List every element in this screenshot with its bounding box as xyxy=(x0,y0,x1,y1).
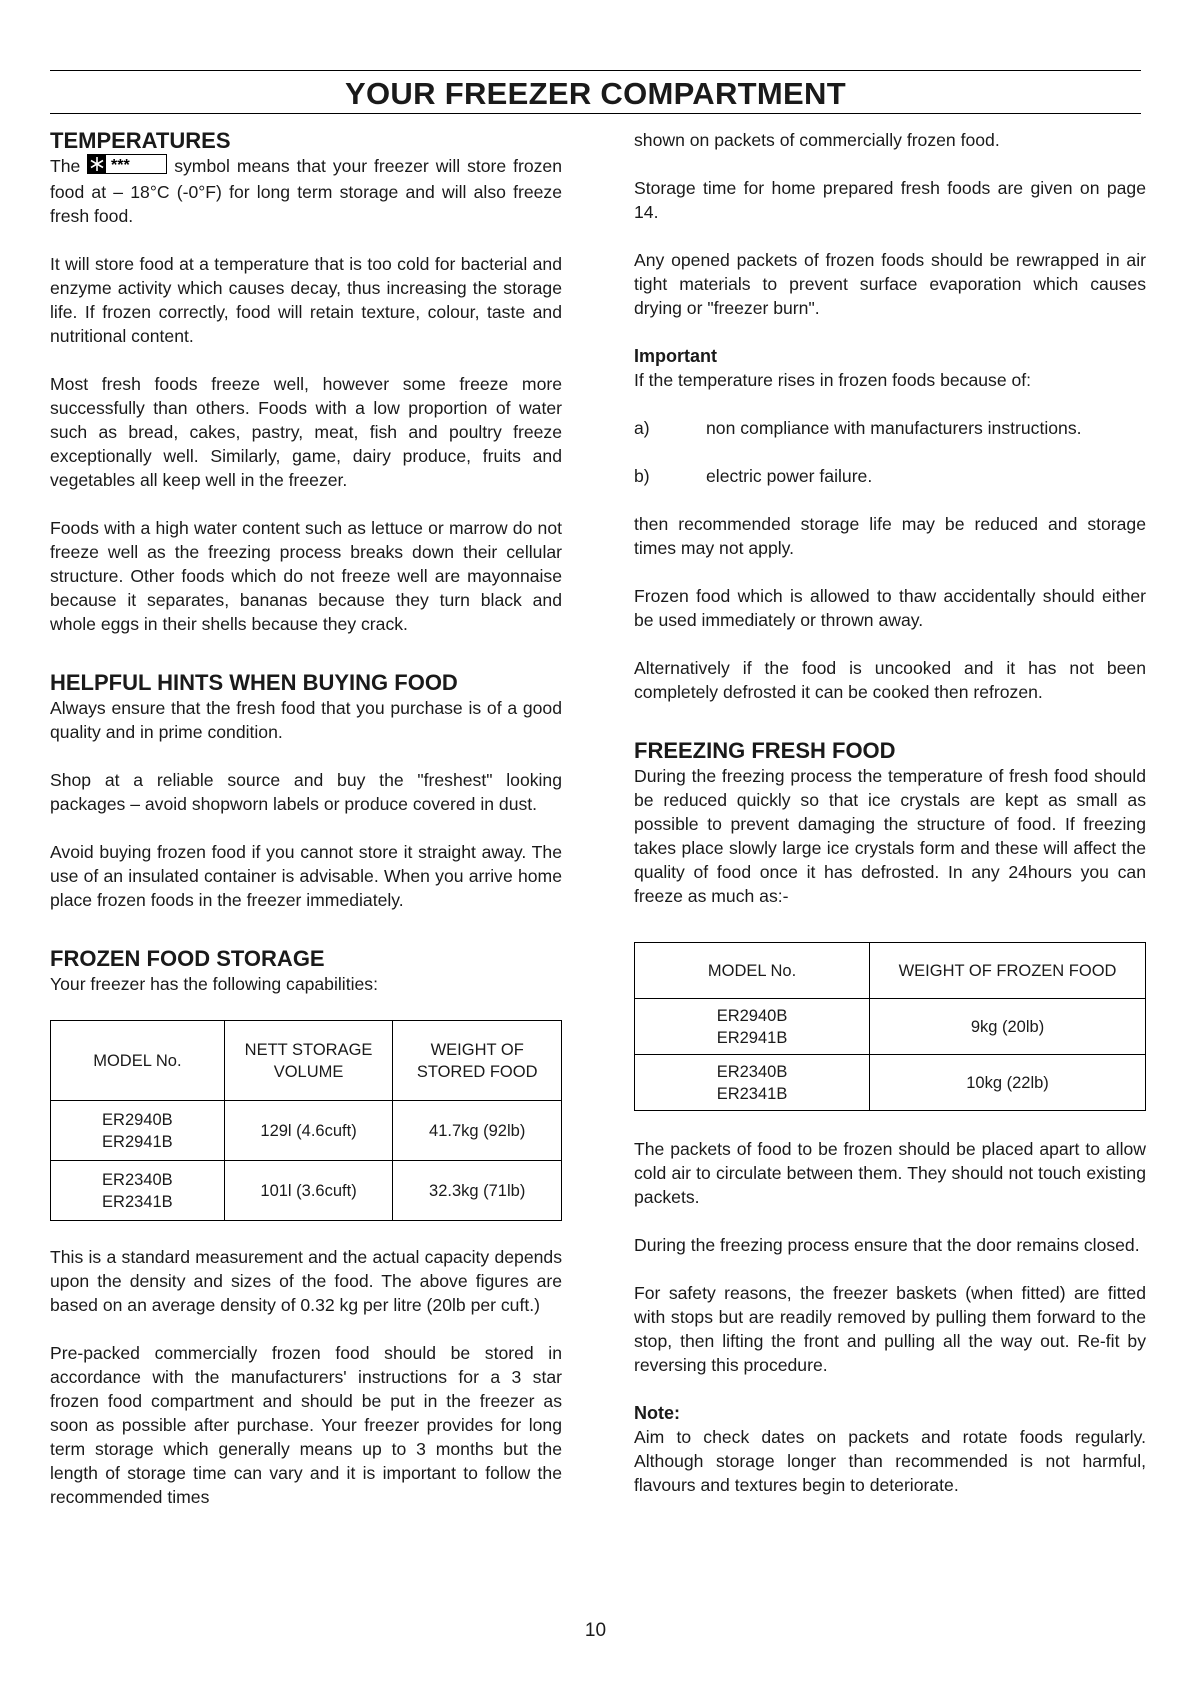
temperatures-p3: Most fresh foods freeze well, however some freeze more successfully than others. Foods with a low proportion of water such as bread, cakes, pastry, meat, fish and poultry freeze exceptionally well. Similarly, game, dairy produce, fruits and vegetables all keep well in the freezer. xyxy=(50,374,562,491)
table-row: ER2340B ER2341B 101l (3.6cuft) 32.3kg (71lb) xyxy=(51,1161,562,1221)
table-header-row xyxy=(51,1021,562,1101)
frozen-storage-intro: Your freezer has the following capabilities: xyxy=(50,974,378,995)
right-p5: Frozen food which is allowed to thaw accidentally should either be used immediately or thrown away. xyxy=(634,586,1146,630)
list-item: a) non compliance with manufacturers instructions. xyxy=(634,418,1082,438)
helpful-hints-p1: Always ensure that the fresh food that you purchase is of a good quality and in prime condition. xyxy=(50,698,562,743)
title-rule xyxy=(50,113,1141,114)
right-p1: shown on packets of commercially frozen food. xyxy=(634,130,1000,150)
frozen-storage-heading: FROZEN FOOD STORAGE xyxy=(50,946,325,972)
freezing-fresh-p2: The packets of food to be frozen should be placed apart to allow cold air to circulate between them. They should not touch existing packets. xyxy=(634,1139,1146,1207)
helpful-hints-p3: Avoid buying frozen food if you cannot store it straight away. The use of an insulated container is advisable. When you arrive home place frozen foods in the freezer immediately. xyxy=(50,842,562,911)
right-p2: Storage time for home prepared fresh foods are given on page 14. xyxy=(634,178,1146,222)
helpful-hints-heading: HELPFUL HINTS WHEN BUYING FOOD xyxy=(50,670,458,696)
page-title: YOUR FREEZER COMPARTMENT xyxy=(345,76,846,111)
important-intro: If the temperature rises in frozen foods because of: xyxy=(634,370,1032,390)
temperatures-heading: TEMPERATURES xyxy=(50,128,231,153)
right-p3: Any opened packets of frozen foods should be rewrapped in air tight materials to prevent surface evaporation which causes drying or "freezer burn". xyxy=(634,250,1146,318)
page-number: 10 xyxy=(584,1620,607,1641)
frozen-storage-p1: This is a standard measurement and the actual capacity depends upon the density and sizes of the food. The above figures are based on an average density of 0.32 kg per litre (20lb per cuft.) xyxy=(50,1247,562,1316)
frozen-storage-p2: Pre-packed commercially frozen food should be stored in accordance with the manufacturers' instructions for a 3 star frozen food compartment and should be put in the freezer as soon as possible after purchase. Your freezer provides for long term storage which generally means up to 3 months but the length of storage time can vary and it is important to follow the recommended times xyxy=(50,1343,562,1508)
list-item: b) electric power failure. xyxy=(634,466,873,486)
table-header-weight: WEIGHT OF STORED FOOD xyxy=(393,1021,562,1101)
note-heading: Note: xyxy=(634,1403,680,1423)
table-header-weight: WEIGHT OF FROZEN FOOD xyxy=(870,943,1146,999)
freezing-fresh-p3: During the freezing process ensure that the door remains closed. xyxy=(634,1235,1140,1255)
table-row: ER2940B ER2941B 9kg (20lb) xyxy=(635,999,1146,1055)
svg-text:***: *** xyxy=(111,157,130,175)
important-heading: Important xyxy=(634,346,717,366)
temperatures-p1: The *** symbol means that your freezer will store frozen food at – 18°C (-0°F) for long term storage and will also freeze fresh food. xyxy=(50,156,563,227)
table-header-row xyxy=(635,943,1146,999)
note-text: Aim to check dates on packets and rotate foods regularly. Although storage longer than recommended is not harmful, flavours and textures begin to deteriorate. xyxy=(634,1427,1146,1495)
table-header-volume: NETT STORAGE VOLUME xyxy=(224,1021,393,1101)
temperatures-p4: Foods with a high water content such as lettuce or marrow do not freeze well as the freezing process breaks down their cellular structure. Other foods which do not freeze well are mayonnaise because it separates, bananas because they turn black and whole eggs in their shells because they crack. xyxy=(50,518,562,635)
three-star-freezer-symbol-icon xyxy=(87,154,167,180)
helpful-hints-p2: Shop at a reliable source and buy the "freshest" looking packages – avoid shopworn labels or produce covered in dust. xyxy=(50,770,562,815)
storage-capacity-table xyxy=(50,1020,562,1221)
freezing-fresh-p1: During the freezing process the temperature of fresh food should be reduced quickly so that ice crystals are kept as small as possible to prevent damaging the structure of food. If freezing takes place slowly large ice crystals form and these will affect the quality of food once it has defrosted. In any 24hours you can freeze as much as:- xyxy=(634,766,1146,906)
left-column xyxy=(50,128,562,1533)
table-row: ER2940B ER2941B 129l (4.6cuft) 41.7kg (92lb) xyxy=(51,1101,562,1161)
right-p4: then recommended storage life may be reduced and storage times may not apply. xyxy=(634,514,1146,558)
table-row: ER2340B ER2341B 10kg (22lb) xyxy=(635,1055,1146,1111)
table-header-model: MODEL No. xyxy=(51,1021,225,1101)
right-p6: Alternatively if the food is uncooked and it has not been completely defrosted it can be cooked then refrozen. xyxy=(634,658,1146,702)
table-header-model: MODEL No. xyxy=(635,943,870,999)
right-column xyxy=(634,128,1146,1521)
temperatures-p2: It will store food at a temperature that is too cold for bacterial and enzyme activity which causes decay, thus increasing the storage life. If frozen correctly, food will retain texture, colour, taste and nutritional content. xyxy=(50,254,562,347)
top-rule xyxy=(50,70,1141,71)
freezing-fresh-heading: FREEZING FRESH FOOD xyxy=(634,738,896,763)
freezing-fresh-p4: For safety reasons, the freezer baskets (when fitted) are fitted with stops but are readily removed by pulling them forward to the stop, then lifting the front and pulling all the way out. Re-fit by reversing this procedure. xyxy=(634,1283,1146,1375)
freezing-capacity-table xyxy=(634,942,1146,1111)
